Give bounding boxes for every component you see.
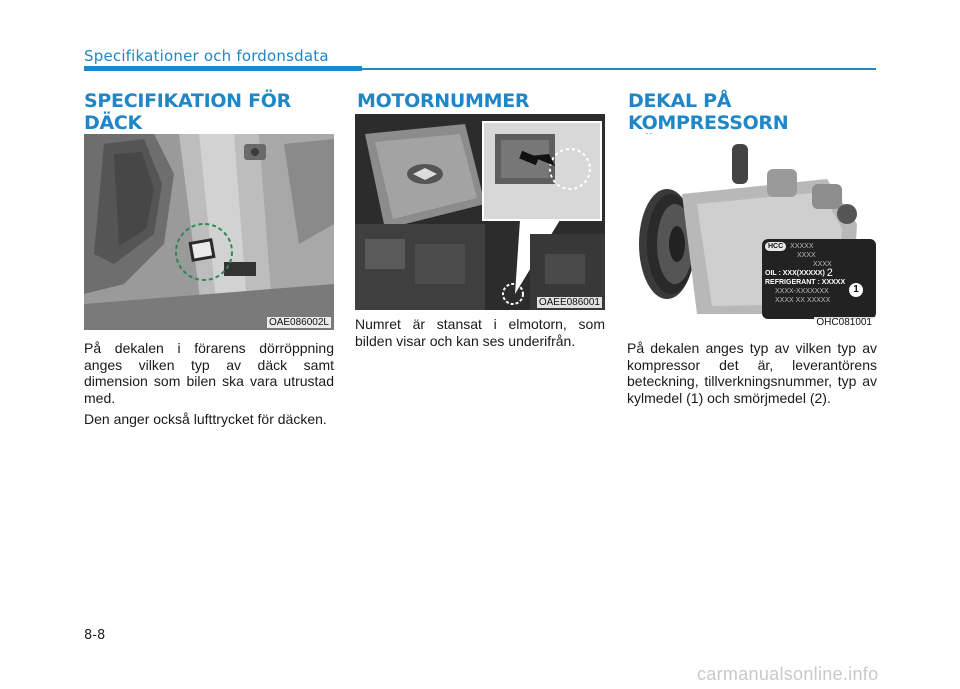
engine-illustration bbox=[355, 114, 605, 310]
oil-line: OIL : XXX(XXXXX) bbox=[765, 270, 825, 277]
label-line: XXXXX bbox=[790, 243, 814, 250]
tire-spec-title-line1: SPECIFIKATION FÖR DÄCK bbox=[84, 90, 291, 134]
door-illustration bbox=[84, 134, 334, 330]
figure-code: OAEE086001 bbox=[538, 297, 600, 308]
header-rule-thin bbox=[362, 68, 876, 70]
door-label-figure bbox=[84, 134, 334, 330]
compressor-label bbox=[765, 242, 873, 316]
engine-number-title-line1: MOTORNUMMER bbox=[357, 90, 530, 112]
callout-1: 1 bbox=[849, 283, 863, 297]
label-line: XXXX XX XXXXX bbox=[775, 297, 831, 304]
compressor-label-title-line1: DEKAL PÅ KOMPRESSORN bbox=[628, 90, 789, 134]
label-line: XXXX-XXXXXXX bbox=[775, 288, 829, 295]
paragraph: Numret är stansat i elmotorn, som bilden visar och kan ses underifrån. bbox=[355, 316, 605, 349]
watermark: carmanualsonline.info bbox=[697, 664, 879, 684]
tire-spec-body bbox=[84, 340, 334, 433]
label-line: XXXX bbox=[813, 261, 832, 268]
engine-number-body bbox=[355, 316, 605, 354]
paragraph: På dekalen i förarens dörröppning anges vilken typ av däck samt dimension som bilen ska vara utrustad med. bbox=[84, 340, 334, 406]
label-line: XXXX bbox=[797, 252, 816, 259]
brand-badge: HCC bbox=[765, 242, 786, 251]
compressor-label-body bbox=[627, 340, 877, 411]
figure-code: OHC081001 bbox=[816, 317, 872, 328]
engine-figure bbox=[355, 114, 605, 310]
paragraph: Den anger också lufttrycket för däcken. bbox=[84, 411, 327, 427]
section-header: Specifikationer och fordonsdata bbox=[84, 47, 329, 65]
engine-number-title bbox=[357, 90, 607, 112]
header-rule-thick bbox=[84, 66, 362, 71]
figure-code: OAE086002L bbox=[268, 317, 329, 328]
refrigerant-line: REFRIGERANT : XXXXX bbox=[765, 279, 846, 286]
page-number: 8-8 bbox=[84, 628, 106, 643]
compressor-figure bbox=[627, 134, 877, 330]
paragraph: På dekalen anges typ av vilken typ av kompressor det är, leverantörens beteckning, tillverkningsnummer, typ av kylmedel (1) och smörjmedel (2). bbox=[627, 340, 877, 406]
callout-2: 2 bbox=[826, 267, 833, 279]
